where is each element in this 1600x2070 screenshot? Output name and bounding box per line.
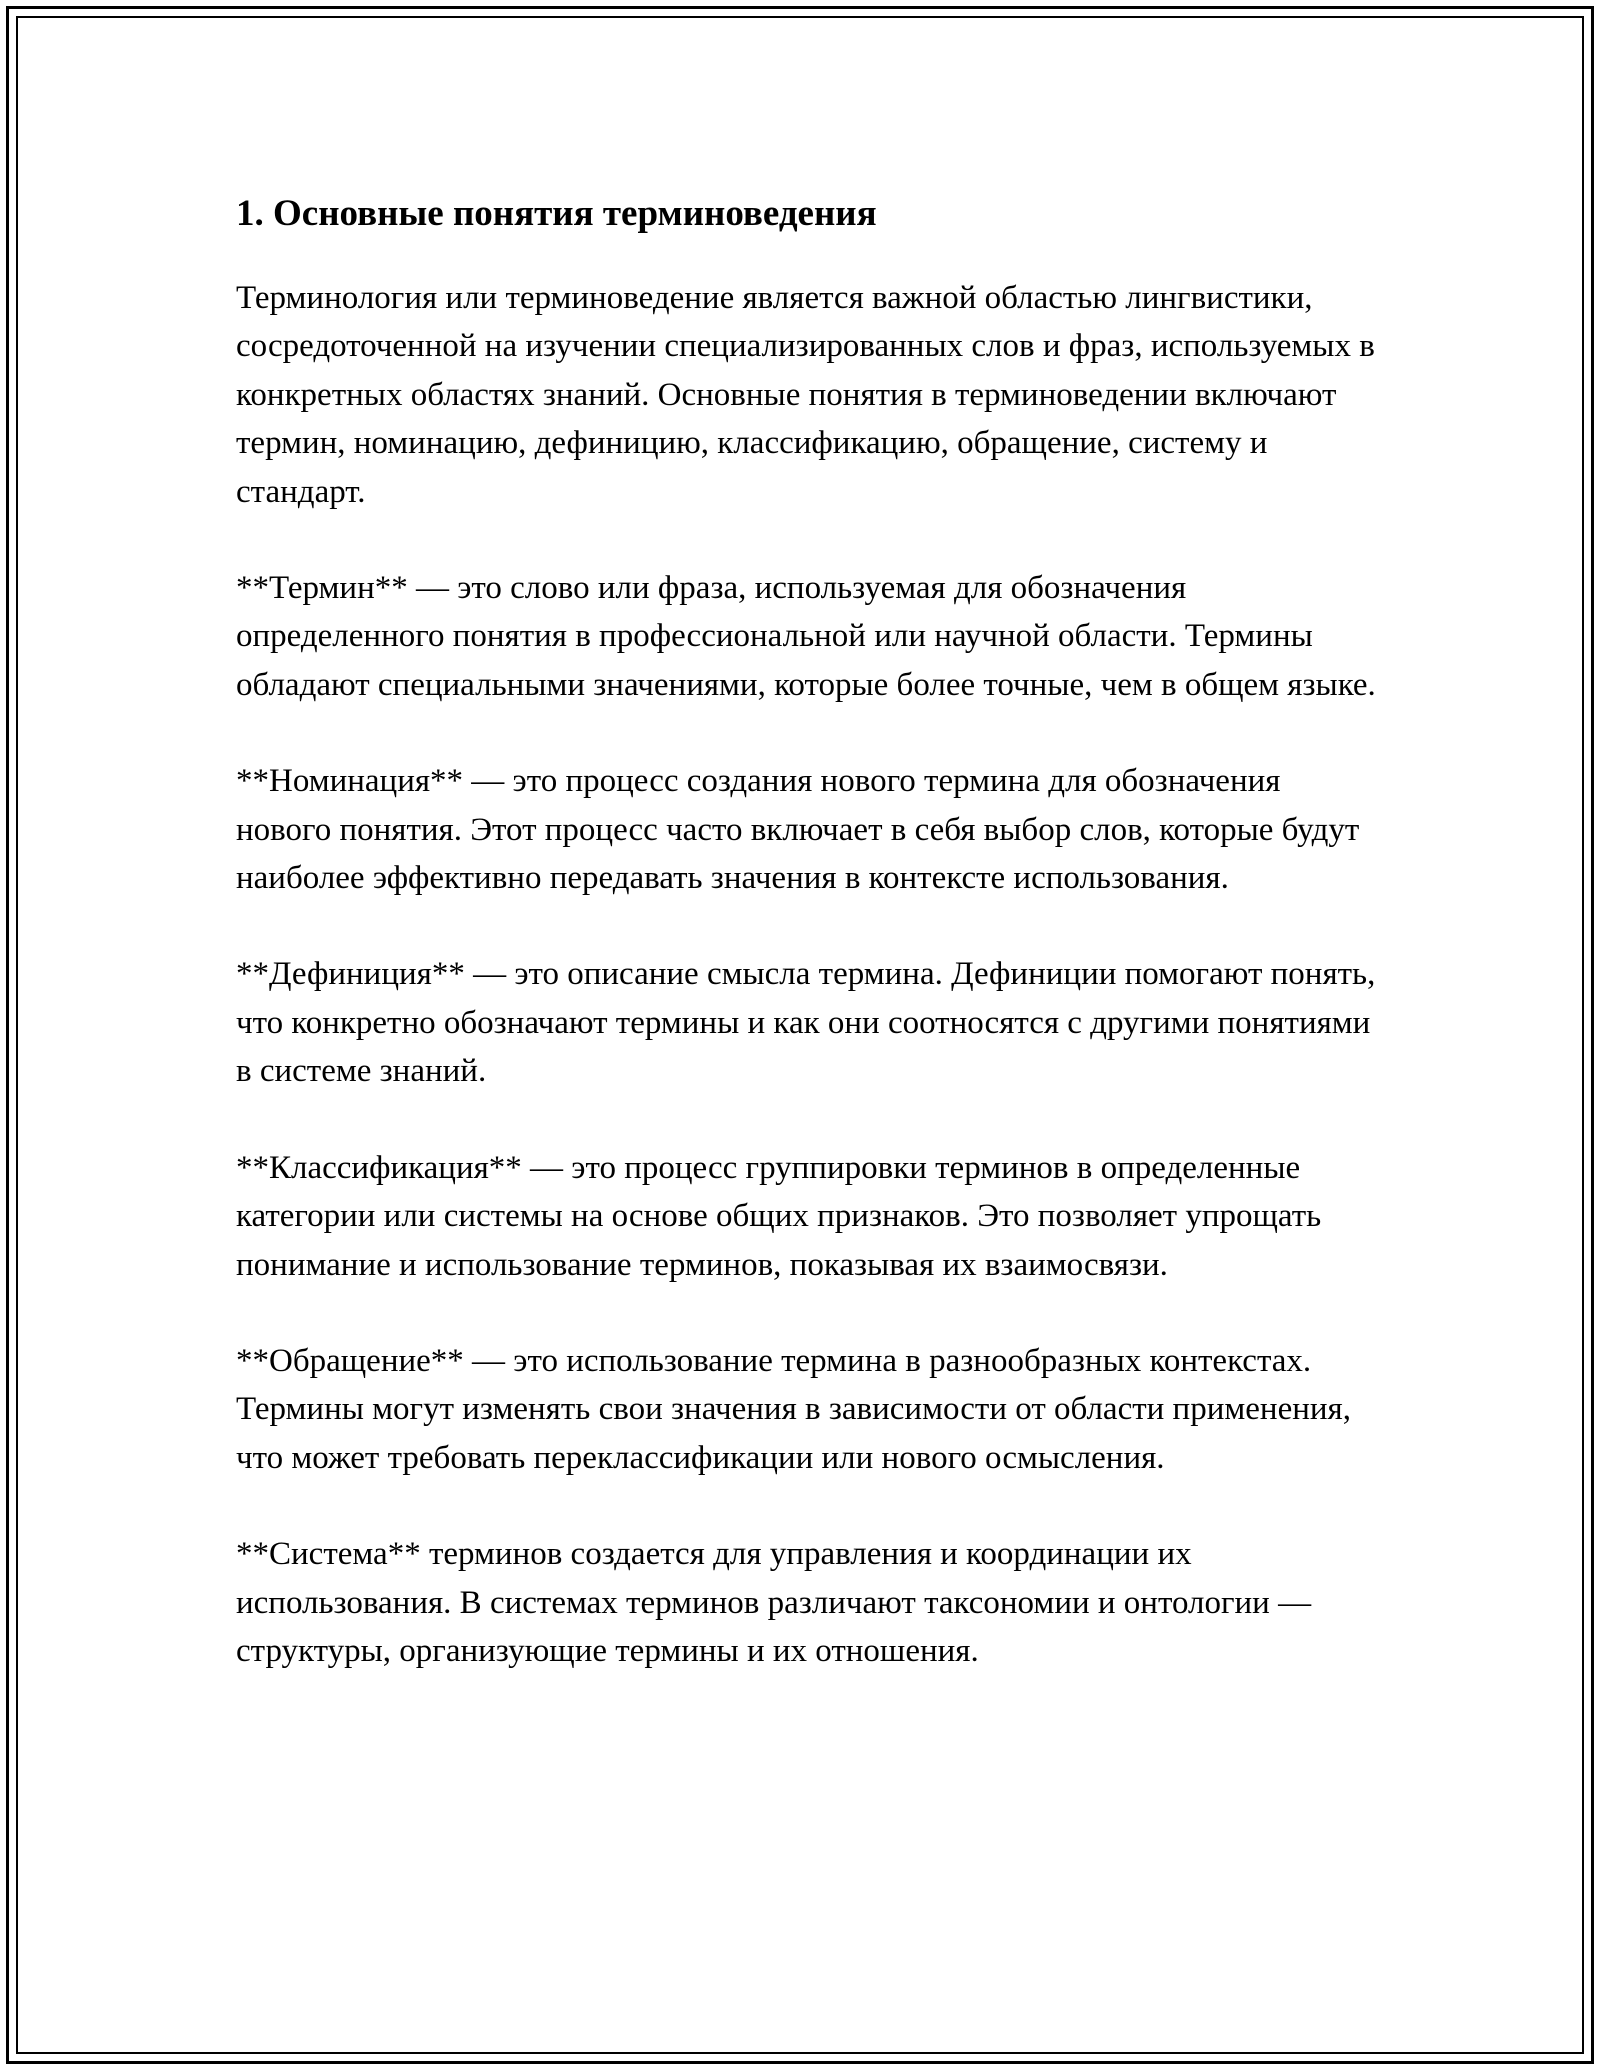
paragraph-nomination: **Номинация** — это процесс создания нового термина для обозначения нового понятия. Этот процесс часто включает в себя выбор слов, которые будут наиболее эффективно передавать значения в контексте использования. bbox=[236, 763, 1360, 897]
paragraph-intro: Терминология или терминоведение является важной областью лингвистики, сосредоточенной на изучении специализированных слов и фраз, используемых в конкретных областях знаний. Основные понятия в терминоведении включают термин, номинацию, дефиницию, классификацию, обращение, систему и стандарт. bbox=[236, 280, 1375, 510]
document-body bbox=[236, 186, 1376, 1723]
section-heading: 1. Основные понятия терминоведения bbox=[236, 193, 877, 234]
paragraph-definition: **Дефиниция** — это описание смысла термина. Дефиниции помогают понять, что конкретно обозначают термины и как они соотносятся с другими понятиями в системе знаний. bbox=[236, 956, 1376, 1090]
paragraph-usage: **Обращение** — это использование термина в разнообразных контекстах. Термины могут изменять свои значения в зависимости от области применения, что может требовать переклассификации или нового осмысления. bbox=[236, 1342, 1351, 1476]
paragraph-system: **Система** терминов создается для управления и координации их использования. В системах терминов различают таксономии и онтологии — структуры, организующие термины и их отношения. bbox=[236, 1536, 1312, 1669]
paragraph-classification: **Классификация** — это процесс группировки терминов в определенные категории или системы на основе общих признаков. Это позволяет упрощать понимание и использование терминов, показывая их взаимосвязи. bbox=[236, 1149, 1322, 1283]
paragraph-term: **Термин** — это слово или фраза, используемая для обозначения определенного понятия в профессиональной или научной области. Термины обладают специальными значениями, которые более точные, чем в общем языке. bbox=[236, 570, 1376, 703]
